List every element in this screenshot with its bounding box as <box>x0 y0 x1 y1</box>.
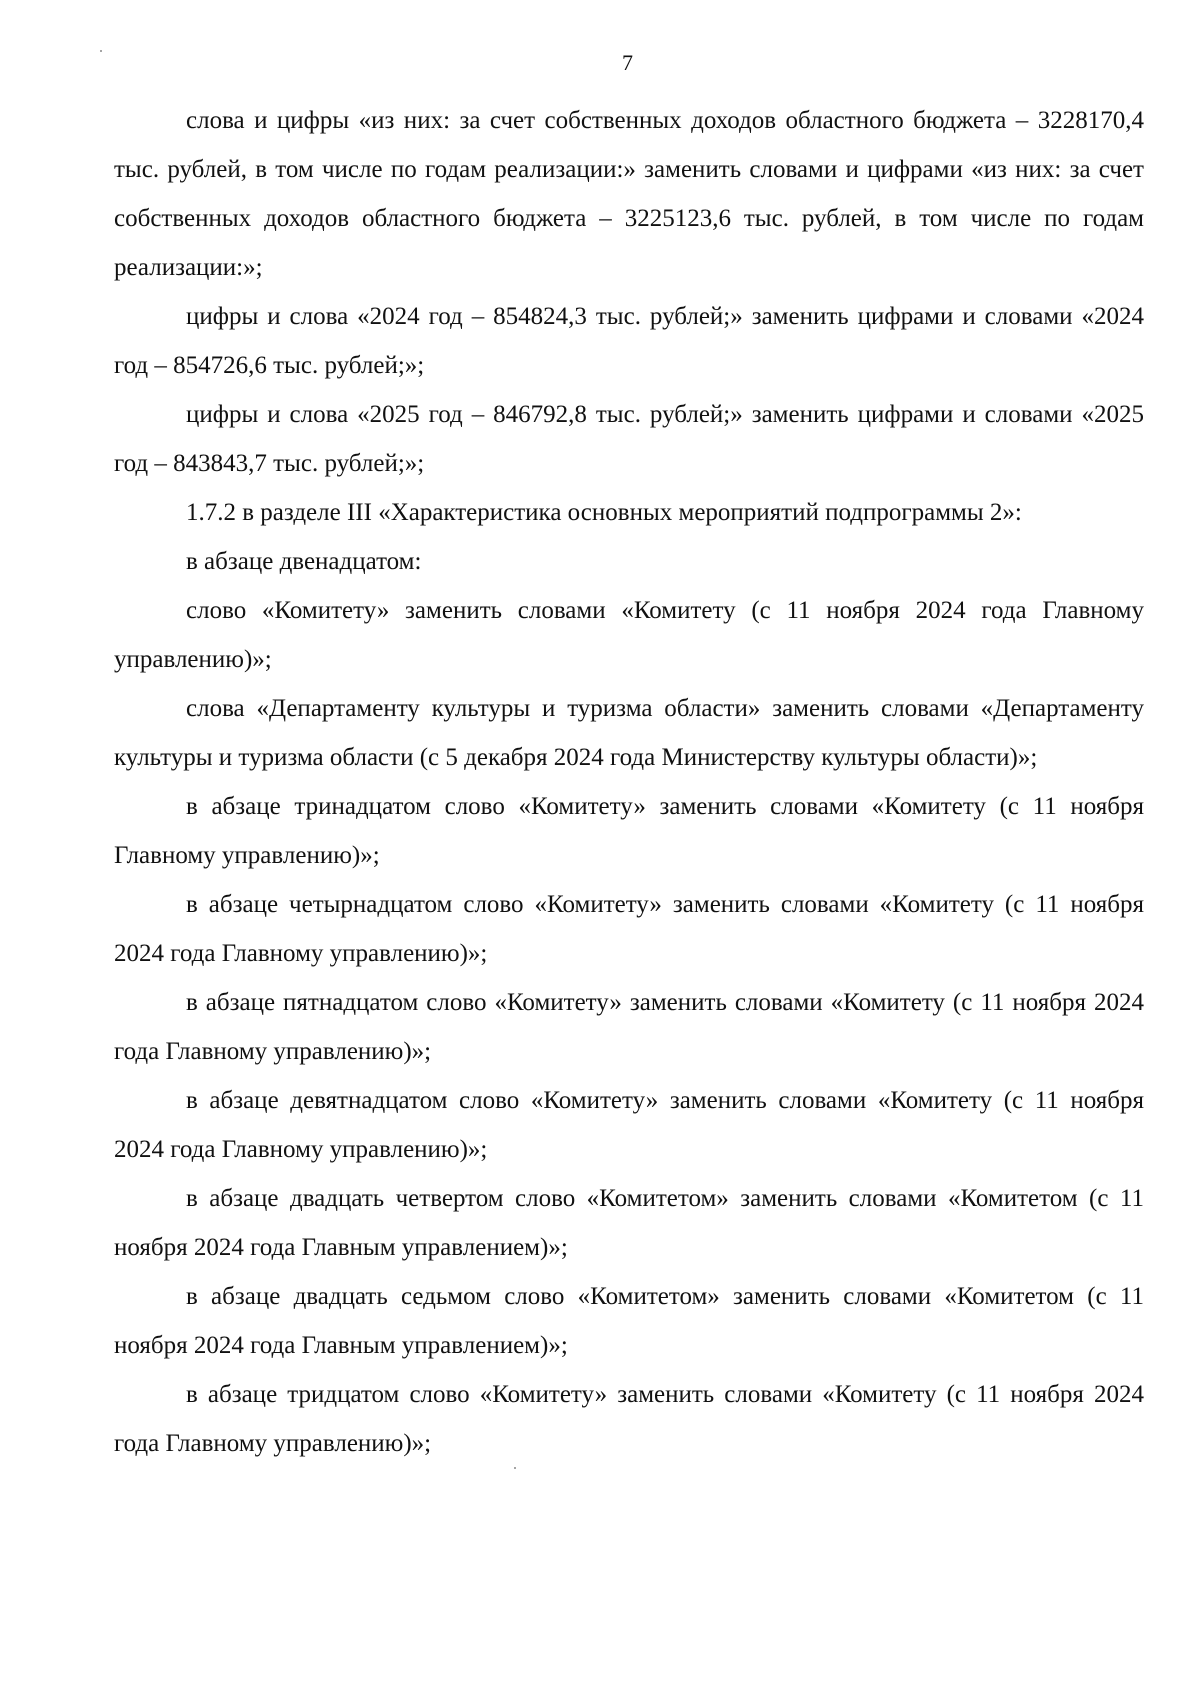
paragraph-section-heading: 1.7.2 в разделе III «Характеристика основных мероприятий подпрограммы 2»: <box>186 499 1022 526</box>
paragraph-abzac-24: в абзаце двадцать четвертом слово «Комитетом» заменить словами «Комитетом (с 11 ноября 2024 года Главным управлением)»; <box>114 1185 1144 1261</box>
paragraph-2024-amount: цифры и слова «2024 год – 854824,3 тыс. рублей;» заменить цифрами и словами «2024 год – 854726,6 тыс. рублей;»; <box>114 303 1144 379</box>
paragraph-committee-replacement: слово «Комитету» заменить словами «Комитету (с 11 ноября 2024 года Главному управлению)»; <box>114 597 1144 673</box>
paragraph-abzac-19: в абзаце девятнадцатом слово «Комитету» заменить словами «Комитету (с 11 ноября 2024 года Главному управлению)»; <box>114 1087 1144 1163</box>
paragraph-abzac-12: в абзаце двенадцатом: <box>186 548 422 575</box>
paragraph-abzac-13: в абзаце тринадцатом слово «Комитету» заменить словами «Комитету (с 11 ноября Главному управлению)»; <box>114 793 1144 869</box>
paragraph-2025-amount: цифры и слова «2025 год – 846792,8 тыс. рублей;» заменить цифрами и словами «2025 год – 843843,7 тыс. рублей;»; <box>114 401 1144 477</box>
paragraph-abzac-14: в абзаце четырнадцатом слово «Комитету» заменить словами «Комитету (с 11 ноября 2024 года Главному управлению)»; <box>114 891 1144 967</box>
scan-artifact <box>514 1467 516 1469</box>
paragraph-abzac-15: в абзаце пятнадцатом слово «Комитету» заменить словами «Комитету (с 11 ноября 2024 года Главному управлению)»; <box>114 989 1144 1065</box>
document-body <box>114 96 1144 1468</box>
paragraph-culture-department: слова «Департаменту культуры и туризма области» заменить словами «Департаменту культуры и туризма области (с 5 декабря 2024 года Министерству культуры области)»; <box>114 695 1144 771</box>
scan-artifact <box>100 50 102 52</box>
paragraph-abzac-30: в абзаце тридцатом слово «Комитету» заменить словами «Комитету (с 11 ноября 2024 года Главному управлению)»; <box>114 1381 1144 1457</box>
paragraph-abzac-27: в абзаце двадцать седьмом слово «Комитетом» заменить словами «Комитетом (с 11 ноября 2024 года Главным управлением)»; <box>114 1283 1144 1359</box>
paragraph-budget-total: слова и цифры «из них: за счет собственных доходов областного бюджета – 3228170,4 тыс. рублей, в том числе по годам реализации:» заменить словами и цифрами «из них: за счет собственных доходов областного бюджета – 3225123,6 тыс. рублей, в том числе по годам реализации:»; <box>114 107 1144 281</box>
page-number: 7 <box>622 50 633 75</box>
